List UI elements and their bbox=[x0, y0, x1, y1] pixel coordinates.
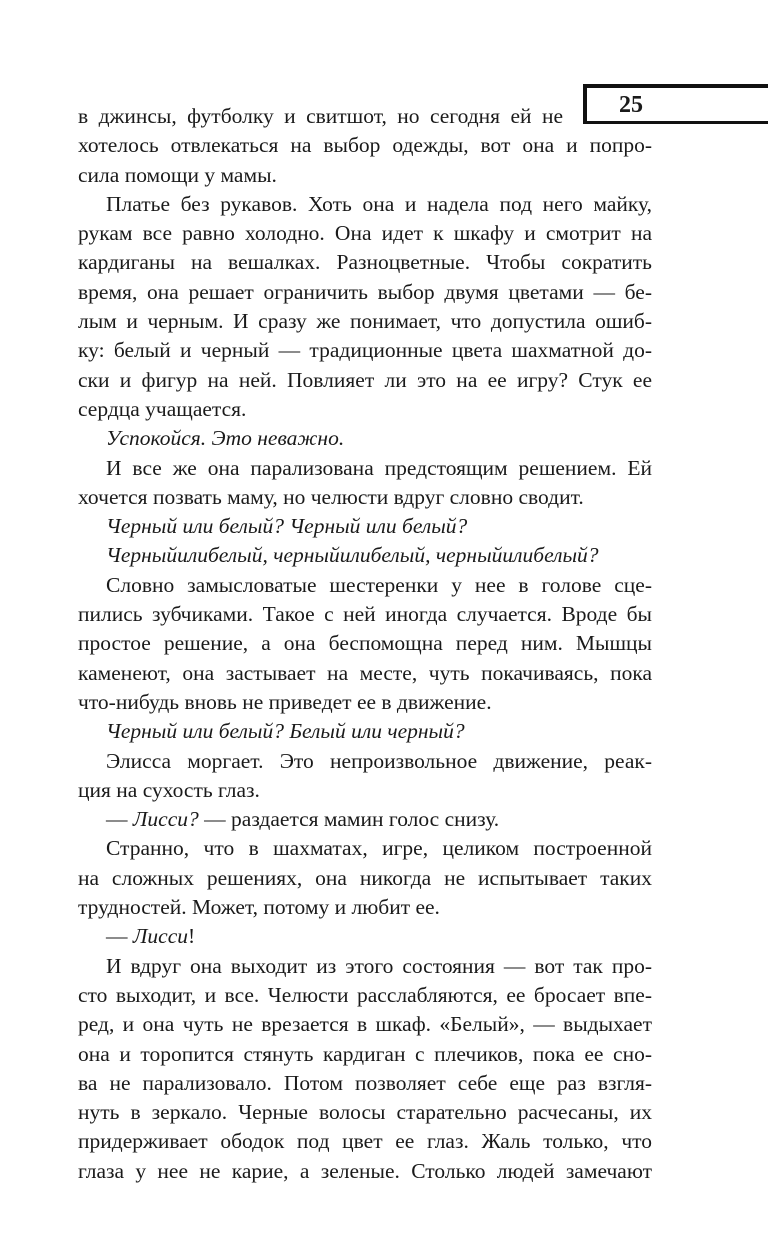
text-fragment: — bbox=[106, 807, 133, 832]
text-line: что-нибудь вновь не приведет ее в движение. bbox=[78, 689, 492, 714]
text-line: рукам все равно холодно. Она идет к шкафу и смотрит на bbox=[78, 221, 652, 246]
italic-name: Лисси bbox=[132, 924, 189, 949]
text-line: хочется позвать маму, но челюсти вдруг словно сводит. bbox=[78, 484, 584, 509]
text-line: хотелось отвлекаться на выбор одежды, вот она и попро- bbox=[78, 133, 652, 158]
text-line: Черный или белый? Белый или черный? bbox=[106, 719, 465, 744]
text-line: она и торопится стянуть кардиган с плечиков, пока ее сно- bbox=[78, 1041, 652, 1066]
text-line: Черный или белый? Черный или белый? bbox=[106, 514, 468, 539]
text-fragment: — bbox=[106, 924, 133, 949]
text-line: глаза у нее не карие, а зеленые. Столько людей замечают bbox=[78, 1158, 652, 1183]
text-fragment: ! bbox=[188, 924, 196, 949]
text-line: на сложных решениях, она никогда не испытывает таких bbox=[78, 865, 652, 890]
text-line: ку: белый и черный — традиционные цвета шахматной до- bbox=[78, 338, 652, 363]
text-line: пились зубчиками. Такое с ней иногда случается. Вроде бы bbox=[78, 602, 652, 627]
text-line: каменеют, она застывает на месте, чуть покачиваясь, пока bbox=[78, 660, 652, 685]
text-line: простое решение, а она беспомощна перед ним. Мышцы bbox=[78, 631, 652, 656]
text-line bbox=[78, 805, 652, 834]
text-line: ред, и она чуть не врезается в шкаф. «Белый», — выдыхает bbox=[78, 1012, 652, 1037]
text-line: кардиганы на вешалках. Разноцветные. Чтобы сократить bbox=[78, 250, 652, 275]
text-line: Черныйилибелый, черныйилибелый, черныйилибелый? bbox=[106, 543, 599, 568]
text-line bbox=[78, 922, 652, 951]
italic-name: Лисси? bbox=[132, 807, 199, 832]
text-line: ция на сухость глаз. bbox=[78, 777, 260, 802]
text-line: Странно, что в шахматах, игре, целиком построенной bbox=[106, 836, 652, 861]
text-line: Успокойся. Это неважно. bbox=[106, 426, 345, 451]
body-text bbox=[78, 102, 652, 1186]
text-line: лым и черным. И сразу же понимает, что допустила ошиб- bbox=[78, 309, 652, 334]
text-line: ски и фигур на ней. Повлияет ли это на ее игру? Стук ее bbox=[78, 367, 652, 392]
text-line: трудностей. Может, потому и любит ее. bbox=[78, 895, 440, 920]
text-line: сто выходит, и все. Челюсти расслабляются, ее бросает впе- bbox=[78, 982, 652, 1007]
text-line: придерживает ободок под цвет ее глаз. Жаль только, что bbox=[78, 1129, 652, 1154]
text-line: Платье без рукавов. Хоть она и надела под него майку, bbox=[106, 191, 652, 216]
text-fragment: — раздается мамин голос снизу. bbox=[198, 807, 500, 832]
text-line: нуть в зеркало. Черные волосы старательно расчесаны, их bbox=[78, 1100, 652, 1125]
text-line: сердца учащается. bbox=[78, 396, 247, 421]
text-line: Словно замысловатые шестеренки у нее в голове сце- bbox=[106, 572, 652, 597]
page-number: 25 bbox=[619, 92, 643, 118]
text-line: ва не парализовало. Потом позволяет себе еще раз взгля- bbox=[78, 1070, 652, 1095]
text-line: в джинсы, футболку и свитшот, но сегодня ей не bbox=[78, 104, 563, 128]
text-line: И все же она парализована предстоящим решением. Ей bbox=[106, 455, 652, 480]
text-line: И вдруг она выходит из этого состояния — вот так про- bbox=[106, 953, 652, 978]
text-line: Элисса моргает. Это непроизвольное движение, реак- bbox=[106, 748, 652, 773]
text-line: сила помощи у мамы. bbox=[78, 162, 277, 187]
text-line: время, она решает ограничить выбор двумя цветами — бе- bbox=[78, 279, 652, 304]
